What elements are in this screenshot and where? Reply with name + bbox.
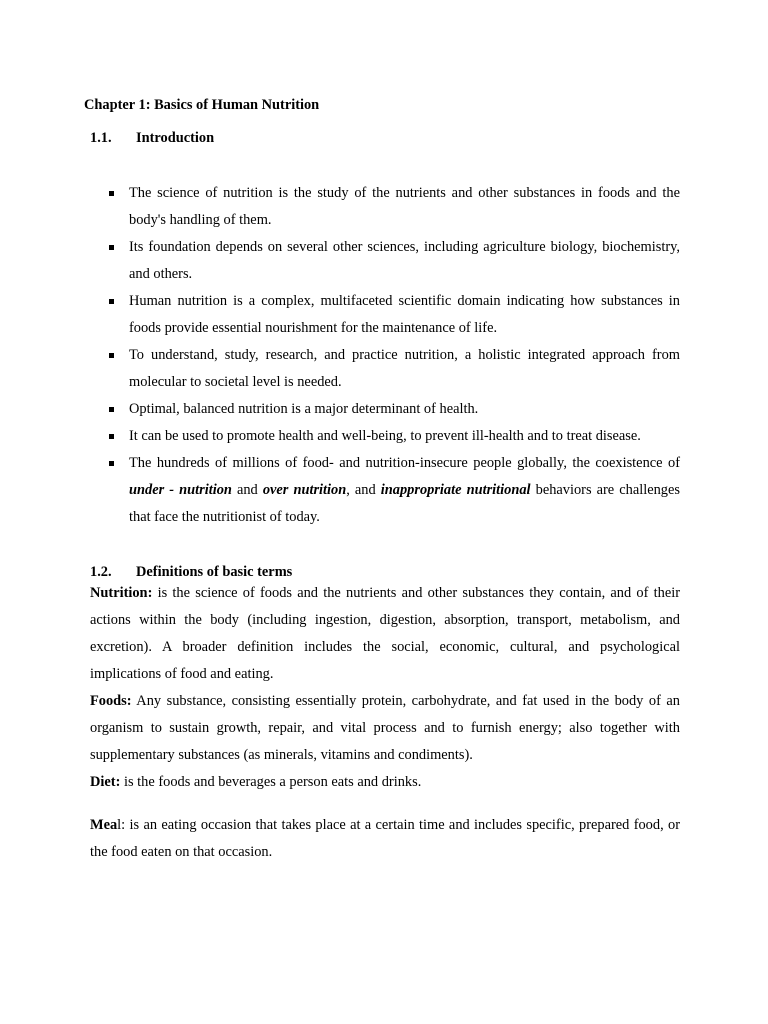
section-title: Introduction	[136, 130, 215, 146]
list-item-text: Its foundation depends on several other sciences, including agriculture biology, biochemistry, and others.	[129, 239, 680, 282]
definitions-block	[90, 580, 680, 866]
definition-text: is the foods and beverages a person eats and drinks.	[120, 774, 422, 790]
list-item-text-part: The hundreds of millions of food- and nutrition-insecure people globally, the coexistence of	[129, 455, 680, 471]
bullet-square-icon	[109, 434, 114, 439]
emphasis-inappropriate-nutritional: inappropriate nutritional	[380, 482, 531, 498]
section-heading-definitions	[90, 564, 292, 581]
bullet-square-icon	[109, 407, 114, 412]
definition-term: Mea	[90, 817, 118, 833]
list-item	[90, 180, 680, 234]
list-item-text: To understand, study, research, and practice nutrition, a holistic integrated approach from molecular to societal level is needed.	[129, 347, 680, 390]
list-item	[90, 450, 680, 531]
section-number: 1.2.	[90, 564, 112, 580]
definition-term: Foods:	[90, 693, 132, 709]
list-item	[90, 396, 680, 423]
definition-text: is the science of foods and the nutrients and other substances they contain, and of their actions within the body (including ingestion, digestion, absorption, transport, metabolism, and excretion). A broader definition includes the social, economic, cultural, and psychological implications of food and eating.	[90, 585, 680, 682]
introduction-bullet-list	[90, 180, 680, 531]
section-title: Definitions of basic terms	[136, 564, 293, 580]
list-item-text: Optimal, balanced nutrition is a major determinant of health.	[129, 401, 479, 417]
list-item	[90, 423, 680, 450]
bullet-square-icon	[109, 461, 114, 466]
definition-text: l: is an eating occasion that takes place at a certain time and includes specific, prepared food, or the food eaten on that occasion.	[90, 817, 680, 860]
definition-diet	[90, 769, 680, 796]
list-item	[90, 234, 680, 288]
list-item	[90, 288, 680, 342]
definition-term: Diet:	[90, 774, 121, 790]
definition-foods	[90, 688, 680, 769]
chapter-title: Chapter 1: Basics of Human Nutrition	[84, 97, 320, 113]
list-item-text: The science of nutrition is the study of the nutrients and other substances in foods and the body's handling of them.	[129, 185, 680, 228]
definition-term: Nutrition:	[90, 585, 153, 601]
definition-meal	[90, 812, 680, 866]
section-heading-introduction	[90, 130, 214, 147]
bullet-square-icon	[109, 353, 114, 358]
bullet-square-icon	[109, 191, 114, 196]
list-item-text-part: , and	[346, 482, 381, 498]
definition-nutrition	[90, 580, 680, 688]
emphasis-under-nutrition: under - nutrition	[129, 482, 232, 498]
section-number: 1.1.	[90, 130, 112, 146]
bullet-square-icon	[109, 245, 114, 250]
list-item-text-part: and	[231, 482, 263, 498]
definition-text: Any substance, consisting essentially protein, carbohydrate, and fat used in the body of an organism to sustain growth, repair, and vital process and to furnish energy; also together with supplementary substances (as minerals, vitamins and condiments).	[90, 693, 680, 763]
list-item-text: Human nutrition is a complex, multifaceted scientific domain indicating how substances in foods provide essential nourishment for the maintenance of life.	[129, 293, 680, 336]
list-item-text-part: behaviors are challenges that face the nutritionist of today.	[129, 482, 680, 525]
bullet-square-icon	[109, 299, 114, 304]
list-item-text: It can be used to promote health and well-being, to prevent ill-health and to treat disease.	[129, 428, 641, 444]
list-item	[90, 342, 680, 396]
emphasis-over-nutrition: over nutrition	[262, 482, 347, 498]
